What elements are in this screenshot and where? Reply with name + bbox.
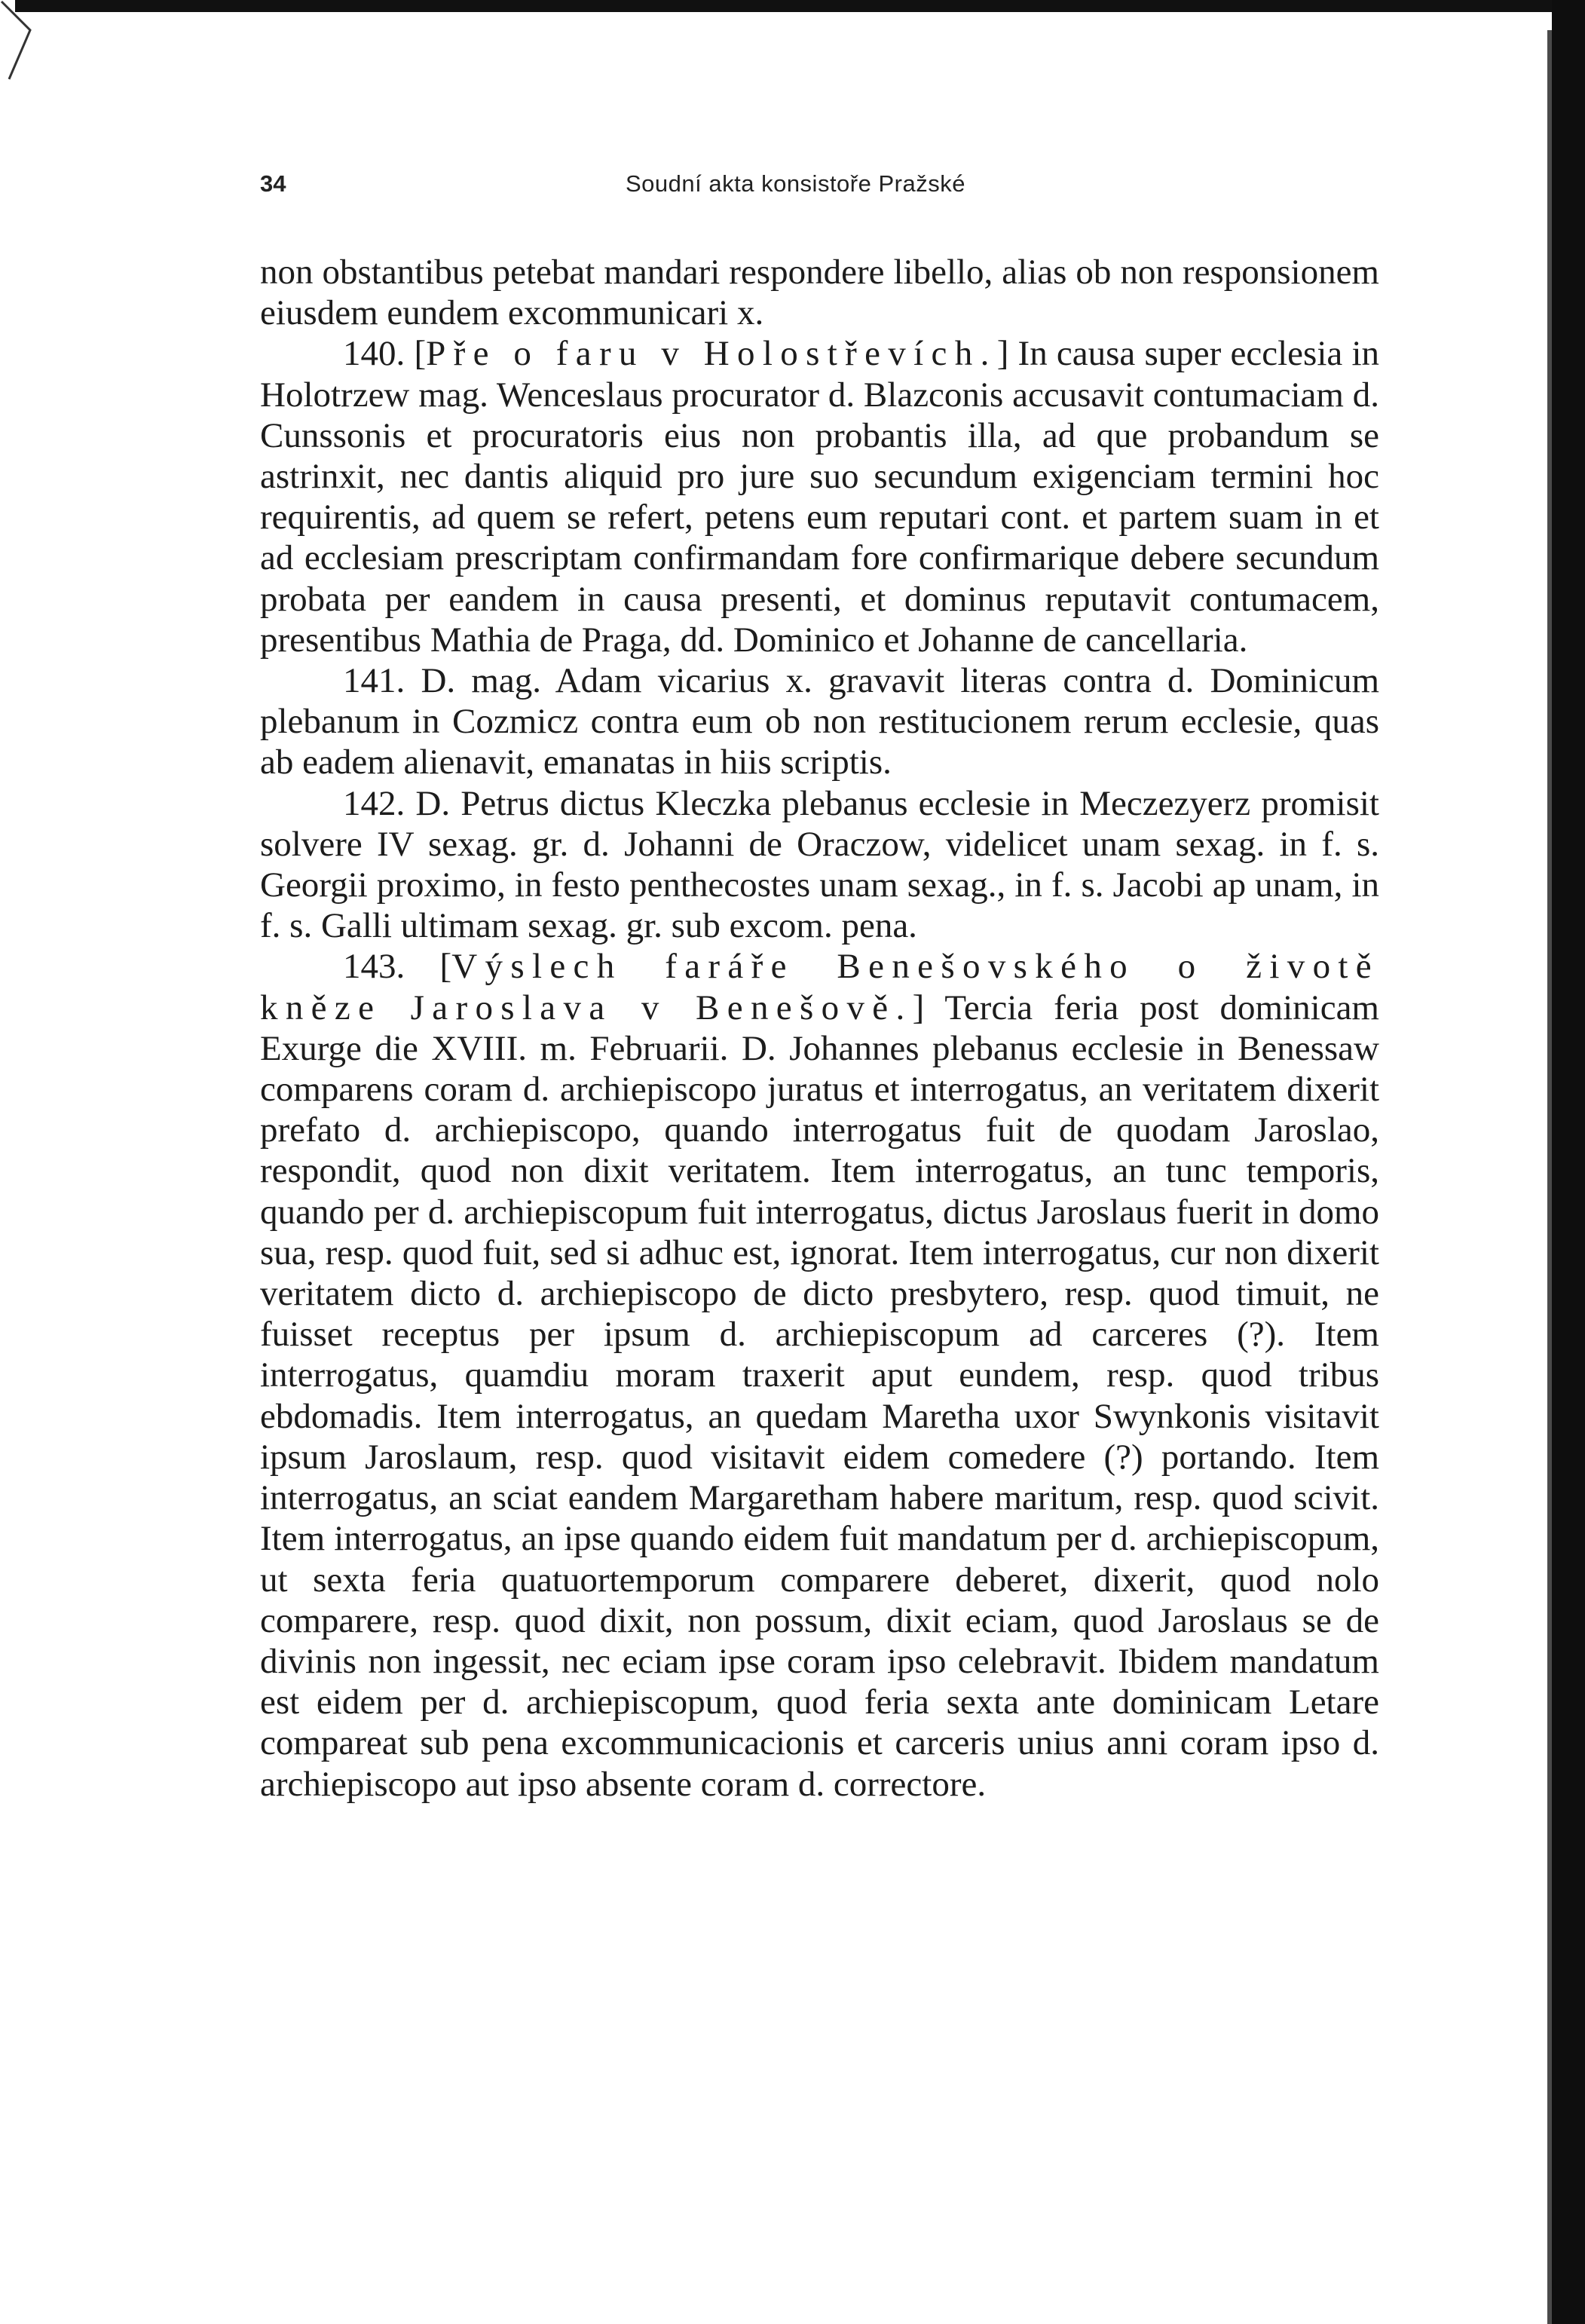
running-title: Soudní akta konsistoře Pražské [626, 170, 965, 197]
entry-heading: Výslech faráře Benešovského o životě kněze Jaroslava v Benešově. [260, 947, 1380, 1027]
entry-142 [260, 783, 1379, 947]
entry-143 [260, 946, 1379, 1804]
scan-shadow-right [1547, 30, 1552, 2324]
entry-text: ] Tercia feria post dominicam Exurge die XVIII. m. Februarii. D. Johannes plebanus ecclesie in Benessaw comparens coram d. archiepiscopo juratus et interrogatus, an veritatem dixerit prefato d. archiepiscopo, quando interrogatus fuit de quodam Jaroslao, respondit, quod non dixit veritatem. Item interrogatus, an tunc temporis, quando per d. archiepiscopum fuit interrogatus, dictus Jaroslaus fuerit in domo sua, resp. quod fuit, sed si adhuc est, ignorat. Item interrogatus, cur non dixerit veritatem dicto d. archiepiscopo de dicto presbytero, resp. quod timuit, ne fuisset receptus per ipsum d. archiepiscopum ad carceres (?). Item interrogatus, quamdiu moram traxerit aput eundem, resp. quod tribus ebdomadis. Item interrogatus, an quedam Maretha uxor Swynkonis visitavit ipsum Jaroslaum, resp. quod visitavit eidem comedere (?) portando. Item interrogatus, an sciat eandem Margaretham habere maritum, resp. quod scivit. Item interrogatus, an ipse quando eidem fuit mandatum per d. archiepiscopum, ut sexta feria quatuortemporum comparere deberet, dixerit, quod nolo comparere, resp. quod dixit, non possum, dixit eciam, quod Jaroslaus se de divinis non ingessit, nec eciam ipse coram ipso celebravit. Ibidem mandatum est eidem per d. archiepiscopum, quod feria sexta ante dominicam Letare compareat sub pena excommunicacionis et carceris unius anni coram ipso d. archiepiscopo aut ipso absente coram d. correctore. [260, 987, 1379, 1804]
running-head [260, 170, 1398, 204]
entry-text: 142. D. Petrus dictus Kleczka plebanus ecclesie in Meczezyerz promisit solvere IV sexag. gr. d. Johanni de Oraczow, videlicet unam sexag. in f. s. Georgii proximo, in festo penthecostes unam sexag., in f. s. Jacobi ap unam, in f. s. Galli ultimam sexag. gr. sub excom. pena. [260, 783, 1379, 946]
entry-140 [260, 333, 1379, 660]
entry-text: ] In causa super ecclesia in Holotrzew mag. Wenceslaus procurator d. Blazconis accusavit contumaciam d. Cunssonis et procuratoris eius non probantis illa, ad que probandum se astrinxit, nec dantis aliquid pro jure suo secundum exigenciam termini hoc requirentis, ad quem se refert, petens eum reputari cont. et partem suam in et ad ecclesiam prescriptam confirmandam fore confirmarique debere secundum probata per eandem in causa presenti, et dominus reputavit contumacem, presentibus Mathia de Praga, dd. Dominico et Johanne de cancellaria. [260, 334, 1380, 660]
paragraph-continuation [260, 252, 1379, 333]
entry-number: 140. [ [343, 334, 427, 374]
scan-border-top [15, 0, 1585, 12]
entry-heading: Pře o faru v Holostřevích. [426, 334, 997, 374]
corner-fold-mark [0, 0, 68, 83]
entry-141 [260, 660, 1379, 783]
entry-text: 141. D. mag. Adam vicarius x. gravavit literas contra d. Dominicum plebanum in Cozmicz contra eum ob non restitucionem rerum ecclesie, quas ab eadem alienavit, emanatas in hiis scriptis. [260, 661, 1379, 782]
page-number: 34 [260, 170, 286, 197]
document-body [260, 252, 1379, 1805]
paragraph-text: non obstantibus petebat mandari respondere libello, alias ob non responsionem eiusdem eundem excommunicari x. [260, 253, 1379, 333]
entry-number: 143. [ [343, 947, 452, 987]
scan-border-right [1552, 0, 1585, 2324]
